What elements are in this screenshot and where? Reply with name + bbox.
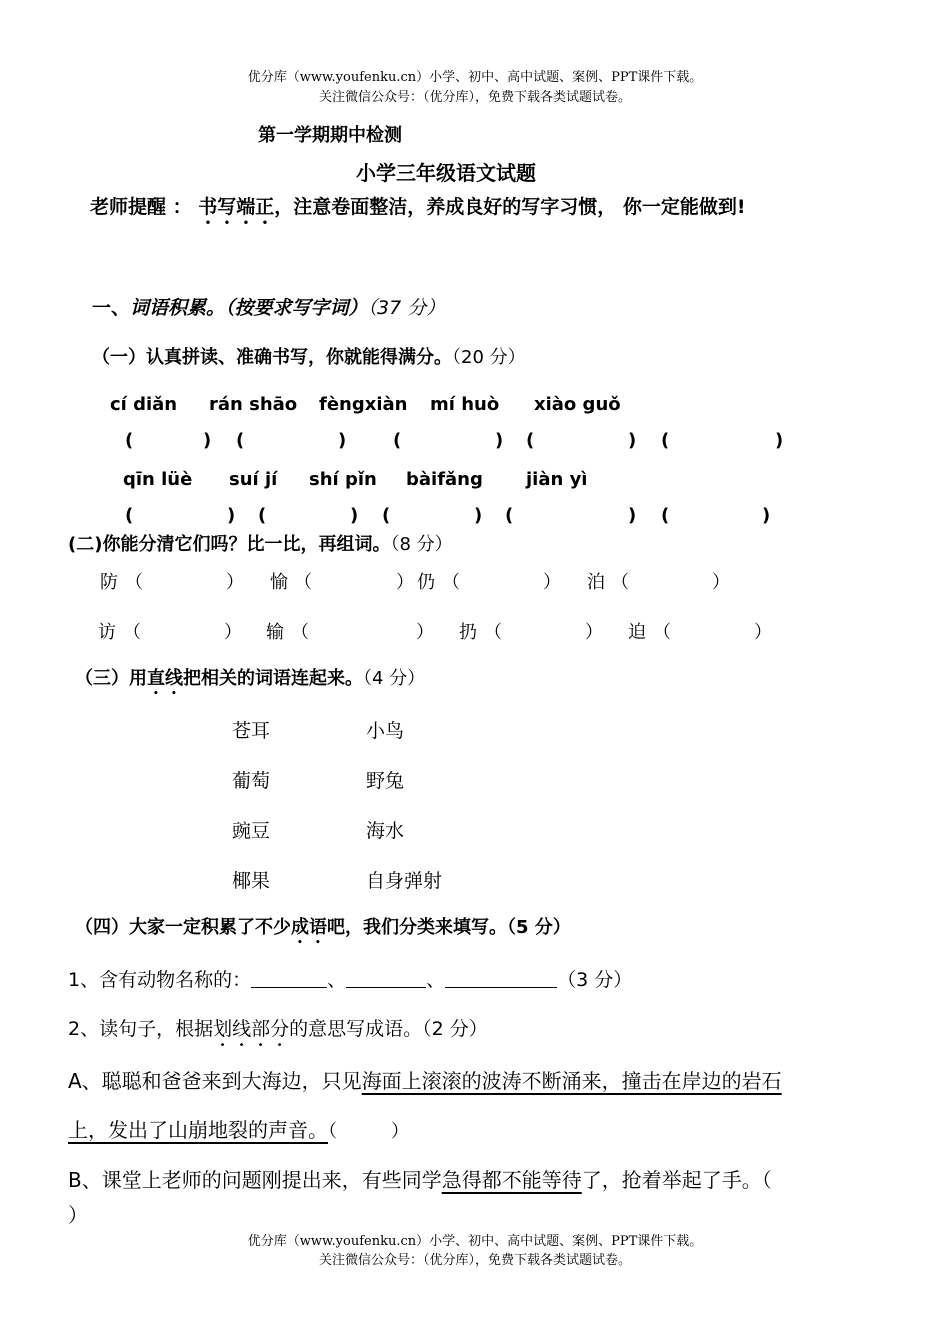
char-item: 扔 (459, 622, 477, 643)
open-paren: ( (258, 505, 267, 526)
open-paren: ( (505, 505, 514, 526)
footer-line-1: 优分库（www.youfenku.cn）小学、初中、高中试题、案例、PPT课件下载。 (247, 1234, 703, 1249)
close-paren: ) (775, 430, 784, 451)
pinyin-item: shí pǐn (309, 469, 377, 490)
q1-label: 1、含有动物名称的： (68, 969, 252, 991)
teacher-reminder (90, 192, 746, 229)
pinyin-item: suí jí (229, 469, 278, 490)
close-paren: ) (203, 430, 212, 451)
part4-title-a: （四）大家一定积累了不少 (75, 917, 291, 938)
char-item: 迫 (628, 622, 646, 643)
close-paren: ) (628, 505, 637, 526)
qb-text-a: B、课堂上老师的问题刚提出来，有些同学 (68, 1168, 442, 1192)
open-paren: （ (484, 622, 502, 643)
part2-heading (68, 530, 453, 556)
match-left-item: 葡萄 (232, 770, 271, 792)
part4-title-dotted: 成语 (291, 917, 327, 938)
reminder-prefix: 老师提醒 ： (90, 196, 199, 218)
match-right-item: 自身弹射 (366, 870, 443, 892)
section1-heading (92, 293, 445, 320)
part3-heading (75, 664, 425, 699)
close-paren: ) (628, 430, 637, 451)
open-paren: （ (125, 572, 143, 593)
pinyin-item: jiàn yì (526, 469, 588, 490)
part1-title: （一）认真拼读、准确书写，你就能得满分。 (92, 347, 452, 368)
open-paren: （ (123, 622, 141, 643)
close-paren: ） (585, 622, 603, 643)
open-paren: ( (236, 430, 245, 451)
qa-underlined-2: 上，发出了山崩地裂的声音。 (68, 1118, 328, 1142)
open-paren: ( (661, 505, 670, 526)
part1-heading (92, 343, 526, 369)
pinyin-item: fèngxiàn (319, 394, 408, 415)
match-left-item: 椰果 (232, 870, 271, 892)
question-a-line-2 (68, 1114, 409, 1143)
match-left-item: 苍耳 (232, 720, 271, 742)
char-item: 泊 (587, 572, 605, 593)
section1-score: （37 分） (367, 297, 446, 319)
match-right-item: 小鸟 (366, 720, 405, 742)
answer-blank[interactable] (445, 969, 557, 988)
match-right-item: 海水 (366, 820, 405, 842)
q2-text-b: 的意思写成语。 (289, 1018, 423, 1040)
pinyin-item: bàifǎng (406, 469, 483, 490)
open-paren: （ (291, 622, 309, 643)
close-paren: ) (227, 505, 236, 526)
qb-text-b: 了，抢着举起了手。（ (581, 1168, 772, 1192)
q2-dotted: 划线部分 (213, 1018, 290, 1040)
separator: 、 (426, 969, 446, 991)
question-a-line-1 (68, 1065, 782, 1094)
open-paren: （ (442, 572, 460, 593)
q2-score: （2 分） (422, 1018, 488, 1040)
answer-blank[interactable] (251, 969, 327, 988)
part3-title-b: 把相关的词语连起来。 (183, 668, 363, 689)
q1-score: （3 分） (557, 969, 633, 991)
q2-text-a: 2、读句子，根据 (68, 1018, 214, 1040)
part3-score: （4 分） (363, 668, 426, 689)
char-item: 仍 (417, 572, 435, 593)
char-item: 防 (100, 572, 118, 593)
question-b-close: ） (68, 1203, 88, 1227)
header-line-1: 优分库（www.youfenku.cn）小学、初中、高中试题、案例、PPT课件下载。 (247, 70, 703, 85)
pinyin-item: rán shāo (209, 394, 298, 415)
qa-underlined-1: 海面上滚滚的波涛不断涌来，撞击在岸边的岩石 (361, 1069, 782, 1093)
qa-answer-paren: （ ） (328, 1121, 409, 1142)
pinyin-item: mí huò (430, 394, 500, 415)
close-paren: ） (226, 572, 244, 593)
close-paren: ） (416, 622, 434, 643)
close-paren: ） (224, 622, 242, 643)
close-paren: ） (754, 622, 772, 643)
open-paren: ( (125, 430, 134, 451)
open-paren: （ (653, 622, 671, 643)
part3-title-dotted: 直线 (147, 668, 183, 689)
section1-number: 一、 (92, 297, 131, 319)
exam-subtitle: 第一学期期中检测 (258, 125, 402, 146)
pinyin-item: qīn lüè (123, 469, 193, 490)
pinyin-item: xiào guǒ (534, 394, 621, 415)
close-paren: ） (712, 572, 730, 593)
qb-underlined: 急得都不能等待 (441, 1168, 582, 1192)
close-paren: ) (350, 505, 359, 526)
char-item: 愉 (270, 572, 288, 593)
close-paren: ) (495, 430, 504, 451)
close-paren: ) (762, 505, 771, 526)
open-paren: ( (382, 505, 391, 526)
open-paren: （ (611, 572, 629, 593)
part1-score: （20 分） (452, 347, 526, 368)
open-paren: ( (125, 505, 134, 526)
char-item: 访 (98, 622, 116, 643)
reminder-rest: ，注意卷面整洁，养成良好的写字习惯， 你一定能做到! (274, 196, 746, 218)
match-left-item: 豌豆 (232, 820, 271, 842)
close-paren: ) (338, 430, 347, 451)
question-2 (68, 1014, 488, 1051)
close-paren: ） (543, 572, 561, 593)
char-item: 输 (266, 622, 284, 643)
exam-title: 小学三年级语文试题 (356, 161, 536, 185)
open-paren: ( (393, 430, 402, 451)
header-line-2: 关注微信公众号：（优分库），免费下载各类试题试卷。 (318, 90, 631, 105)
part2-title: (二)你能分清它们吗？比一比，再组词。 (68, 534, 391, 555)
part4-title-b: 吧，我们分类来填写。（5 分） (327, 917, 571, 938)
part3-title-a: （三）用 (75, 668, 147, 689)
part2-score: （8 分） (390, 534, 453, 555)
close-paren: ） (396, 572, 414, 593)
close-paren: ) (474, 505, 483, 526)
question-b-line-1 (68, 1164, 772, 1193)
open-paren: ( (661, 430, 670, 451)
reminder-dotted-text: 书写端正 (198, 196, 275, 218)
question-1 (68, 965, 632, 992)
part4-heading (75, 913, 571, 948)
separator: 、 (327, 969, 347, 991)
pinyin-item: cí diǎn (110, 394, 178, 415)
open-paren: ( (526, 430, 535, 451)
match-right-item: 野兔 (366, 770, 405, 792)
open-paren: （ (294, 572, 312, 593)
answer-blank[interactable] (346, 969, 426, 988)
footer-line-2: 关注微信公众号：（优分库），免费下载各类试题试卷。 (318, 1253, 631, 1268)
section1-title: 词语积累。（按要求写字词） (130, 297, 368, 319)
qa-text: A、聪聪和爸爸来到大海边，只见 (68, 1069, 362, 1093)
